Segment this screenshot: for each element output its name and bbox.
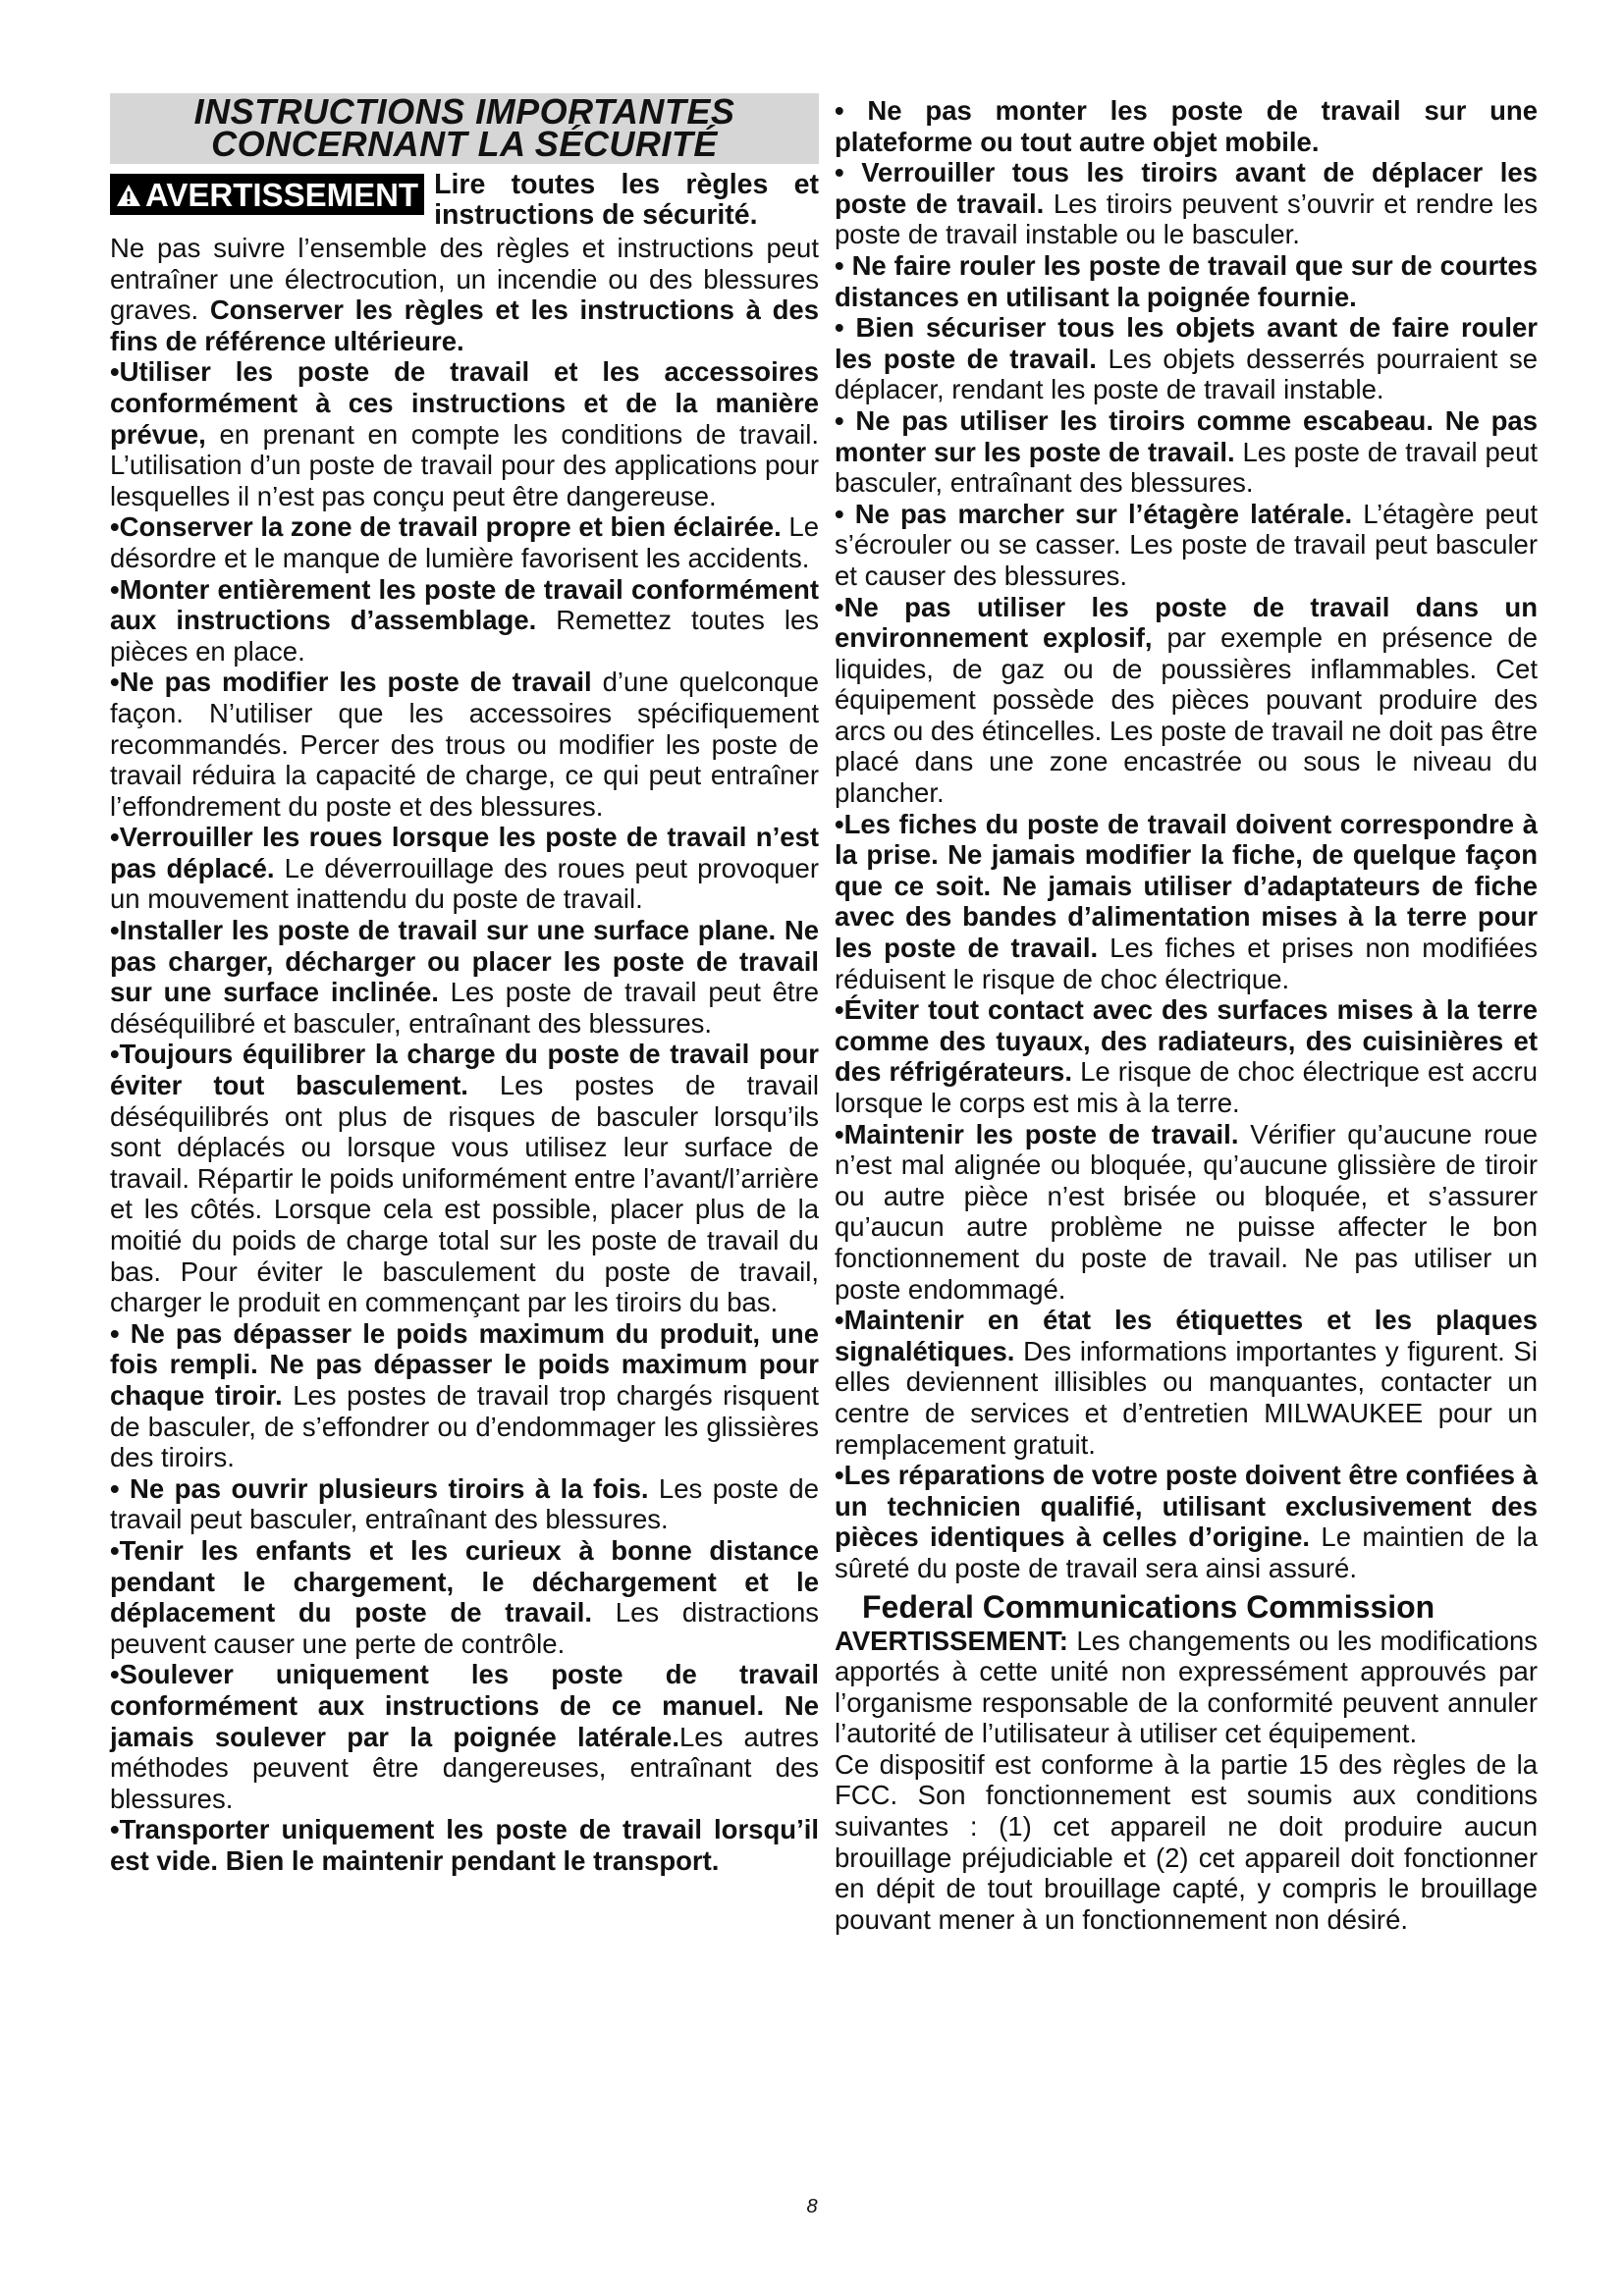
safety-item-text: Le risque de choc électrique est accru lorsque le corps est mis à la terre.	[835, 1056, 1538, 1118]
safety-item	[110, 574, 819, 667]
safety-item-text: Remettez toutes les pièces en place.	[110, 605, 820, 667]
safety-item	[835, 95, 1538, 157]
intro-paragraph	[110, 233, 819, 356]
safety-item	[835, 405, 1538, 499]
safety-item-bold: •Les réparations de votre poste doivent être confiées à un technicien qualifié, utilisant exclusivement des pièces identiques à celles d’origine.	[835, 1460, 1538, 1553]
safety-item	[110, 1535, 819, 1659]
intro-bold: Conserver les règles et les instructions à des fins de référence ultérieure.	[110, 294, 819, 356]
safety-item	[110, 667, 819, 822]
safety-item-bold: •Transporter uniquement les poste de travail lorsqu’il est vide. Bien le maintenir pendant le transport.	[110, 1814, 819, 1876]
safety-item-text: Les poste de travail peut basculer, entraînant des blessures.	[835, 436, 1538, 499]
safety-item-bold: •Maintenir en état les étiquettes et les plaques signalétiques.	[835, 1305, 1538, 1366]
safety-item	[110, 1318, 819, 1473]
safety-item-bold: • Ne pas utiliser les tiroirs comme escabeau. Ne pas monter sur les poste de travail.	[835, 404, 1538, 467]
fcc-warning-label: AVERTISSEMENT:	[835, 1625, 1068, 1656]
safety-item	[835, 1119, 1538, 1306]
safety-item-bold: • Bien sécuriser tous les objets avant de faire rouler les poste de travail.	[835, 312, 1538, 374]
left-column	[110, 93, 819, 1876]
safety-item-text: Les postes de travail trop chargés risquent de basculer, de s’effondrer ou d’endommager les glissières des tiroirs.	[110, 1379, 820, 1473]
safety-item-text: Vérifier qu’aucune roue n’est mal alignée ou bloquée, qu’aucune glissière de tiroir ou autre pièce n’est brisée ou bloquée, et s’assurer qu’aucun autre problème ne puisse affecter le bon fonctionnement du poste de travail. Ne pas utiliser un poste endommagé.	[835, 1118, 1538, 1305]
left-safety-list	[110, 356, 819, 1876]
safety-title-box	[110, 93, 819, 164]
safety-item-bold: • Verrouiller tous les tiroirs avant de déplacer les poste de travail.	[835, 157, 1538, 219]
safety-item-bold: •Soulever uniquement les poste de travail conformément aux instructions de ce manuel. Ne jamais soulever par la poignée latérale.	[110, 1659, 819, 1752]
safety-item	[835, 592, 1538, 809]
fcc-compliance-paragraph: Ce dispositif est conforme à la partie 15 des règles de la FCC. Son fonctionnement est soumis aux conditions suivantes : (1) cet appareil ne doit produire aucun brouillage préjudiciable et (2) cet appareil doit fonctionner en dépit de tout brouillage capté, y compris le brouillage pouvant mener à un fonctionnement non désiré.	[835, 1748, 1538, 1935]
intro-text: Ne pas suivre l’ensemble des règles et instructions peut entraîner une électrocution, un incendie ou des blessures graves.	[110, 233, 819, 326]
safety-item-bold: •Utiliser les poste de travail et les accessoires conformément à ces instructions et de la manière prévue,	[110, 356, 819, 450]
safety-item-text: Le désordre et le manque de lumière favorisent les accidents.	[110, 511, 819, 573]
safety-item	[835, 157, 1538, 250]
safety-item-text: Le déverrouillage des roues peut provoquer un mouvement inattendu du poste de travail.	[110, 852, 819, 915]
safety-item-bold: • Ne pas dépasser le poids maximum du produit, une fois rempli. Ne pas dépasser le poids maximum pour chaque tiroir.	[110, 1317, 819, 1411]
safety-item-bold: •Éviter tout contact avec des surfaces mises à la terre comme des tuyaux, des radiateurs, des cuisinières et des réfrigérateurs.	[835, 994, 1538, 1088]
safety-item-bold: • Ne faire rouler les poste de travail que sur de courtes distances en utilisant la poignée fournie.	[835, 249, 1538, 312]
safety-item-bold: •Toujours équilibrer la charge du poste de travail pour éviter tout basculement.	[110, 1039, 819, 1101]
safety-item-bold: • Ne pas marcher sur l’étagère latérale.	[835, 498, 1353, 529]
safety-item	[835, 312, 1538, 405]
safety-item	[110, 1039, 819, 1317]
safety-item-text: Les postes de travail déséquilibrés ont plus de risques de basculer lorsqu’ils sont déplacés ou lorsque vous utilisez leur surface de travail. Répartir le poids uniformément entre l’avant/l’arrière et les côtés. Lorsque cela est possible, placer plus de la moitié du poids de charge total sur les poste de travail du bas. Pour éviter le basculement du poste de travail, charger le produit en commençant par les tiroirs du bas.	[110, 1070, 819, 1318]
safety-item-text: Les poste de travail peut être déséquilibré et basculer, entraînant des blessures.	[110, 977, 819, 1039]
safety-item-text: Les distractions peuvent causer une perte de contrôle.	[110, 1597, 819, 1659]
right-column	[835, 95, 1538, 1935]
safety-item-text: Le maintien de la sûreté du poste de travail sera ainsi assuré.	[835, 1522, 1538, 1583]
safety-item	[835, 250, 1538, 312]
title-line-1: INSTRUCTIONS IMPORTANTES	[193, 91, 735, 132]
warning-badge	[110, 174, 424, 215]
safety-item	[110, 356, 819, 511]
safety-item-text: par exemple en présence de liquides, de gaz ou de poussières inflammables. Cet équipement possède des pièces pouvant produire des arcs ou des étincelles. Les poste de travail ne doit pas être placé dans une zone encastrée ou sous le niveau du plancher.	[835, 622, 1538, 809]
safety-item-text: L’étagère peut s’écrouler ou se casser. Les poste de travail peut basculer et causer des blessures.	[835, 498, 1538, 591]
safety-item	[835, 994, 1538, 1118]
safety-item-text: Les objets desserrés pourraient se déplacer, rendant les poste de travail instable.	[835, 343, 1538, 405]
safety-item	[835, 499, 1538, 592]
safety-item-text: Les autres méthodes peuvent être dangereuses, entraînant des blessures.	[110, 1721, 819, 1814]
fcc-heading: Federal Communications Commission	[862, 1588, 1435, 1625]
warning-badge-label: AVERTISSEMENT	[145, 177, 419, 213]
safety-item	[110, 1814, 819, 1876]
safety-item	[835, 1305, 1538, 1460]
warning-row	[110, 170, 819, 231]
fcc-warning-paragraph	[835, 1626, 1538, 1749]
fcc-warning-text: Les changements ou les modifications apportés à cette unité non expressément approuvés par l’organisme responsable de la conformité peuvent annuler l’autorité de l’utilisateur à utiliser cet équipement.	[835, 1625, 1538, 1749]
safety-item-bold: •Monter entièrement les poste de travail conformément aux instructions d’assemblage.	[110, 573, 819, 636]
safety-item	[835, 1460, 1538, 1583]
safety-item-bold: • Ne pas monter les poste de travail sur une plateforme ou tout autre objet mobile.	[835, 95, 1538, 157]
safety-item-bold: •Installer les poste de travail sur une surface plane. Ne pas charger, décharger ou placer les poste de travail sur une surface inclinée.	[110, 915, 819, 1008]
safety-item-bold: •Les fiches du poste de travail doivent correspondre à la prise. Ne jamais modifier la fiche, de quelque façon que ce soit. Ne jamais utiliser d’adaptateurs de fiche avec des bandes d’alimentation mises à la terre pour les poste de travail.	[835, 808, 1538, 964]
warning-text: Lire toutes les règles et instructions de sécurité.	[434, 169, 819, 231]
safety-item-text: Les poste de travail peut basculer, entraînant des blessures.	[110, 1472, 819, 1535]
safety-item	[110, 1473, 819, 1535]
safety-item	[835, 809, 1538, 995]
safety-item	[110, 822, 819, 915]
title-line-2: CONCERNANT LA SÉCURITÉ	[211, 124, 718, 164]
safety-item	[110, 1659, 819, 1814]
safety-item-bold: •Ne pas modifier les poste de travail	[110, 667, 592, 698]
safety-item	[110, 915, 819, 1039]
safety-item-text: en prenant en compte les conditions de travail. L’utilisation d’un poste de travail pour des applications pour lesquelles il n’est pas conçu peut être dangereuse.	[110, 418, 819, 511]
safety-item-text: d’une quelconque façon. N’utiliser que les accessoires spécifiquement recommandés. Percer des trous ou modifier les poste de travail réduira la capacité de charge, ce qui peut entraîner l’effondrement du poste et des blessures.	[110, 667, 819, 822]
right-safety-list	[835, 95, 1538, 1584]
safety-item-bold: •Tenir les enfants et les curieux à bonne distance pendant le chargement, le déchargement et le déplacement du poste de travail.	[110, 1534, 819, 1629]
safety-item-bold: •Conserver la zone de travail propre et bien éclairée.	[110, 511, 782, 543]
safety-item-text: Des informations importantes y figurent. Si elles deviennent illisibles ou manquantes, contacter un centre de services et d’entretien MILWAUKEE pour un remplacement gratuit.	[835, 1335, 1538, 1460]
safety-item	[110, 511, 819, 573]
warning-triangle-icon	[116, 184, 141, 207]
safety-item-bold: •Maintenir les poste de travail.	[835, 1118, 1239, 1149]
safety-item-bold: • Ne pas ouvrir plusieurs tiroirs à la fois.	[110, 1472, 649, 1504]
safety-item-text: Les tiroirs peuvent s’ouvrir et rendre les poste de travail instable ou le basculer.	[835, 187, 1538, 250]
safety-item-text: Les fiches et prises non modifiées réduisent le risque de choc électrique.	[835, 933, 1538, 994]
page-number: 8	[806, 2196, 818, 2217]
safety-item-bold: •Verrouiller les roues lorsque les poste de travail n’est pas déplacé.	[110, 822, 819, 883]
safety-item-bold: •Ne pas utiliser les poste de travail dans un environnement explosif,	[835, 591, 1538, 654]
